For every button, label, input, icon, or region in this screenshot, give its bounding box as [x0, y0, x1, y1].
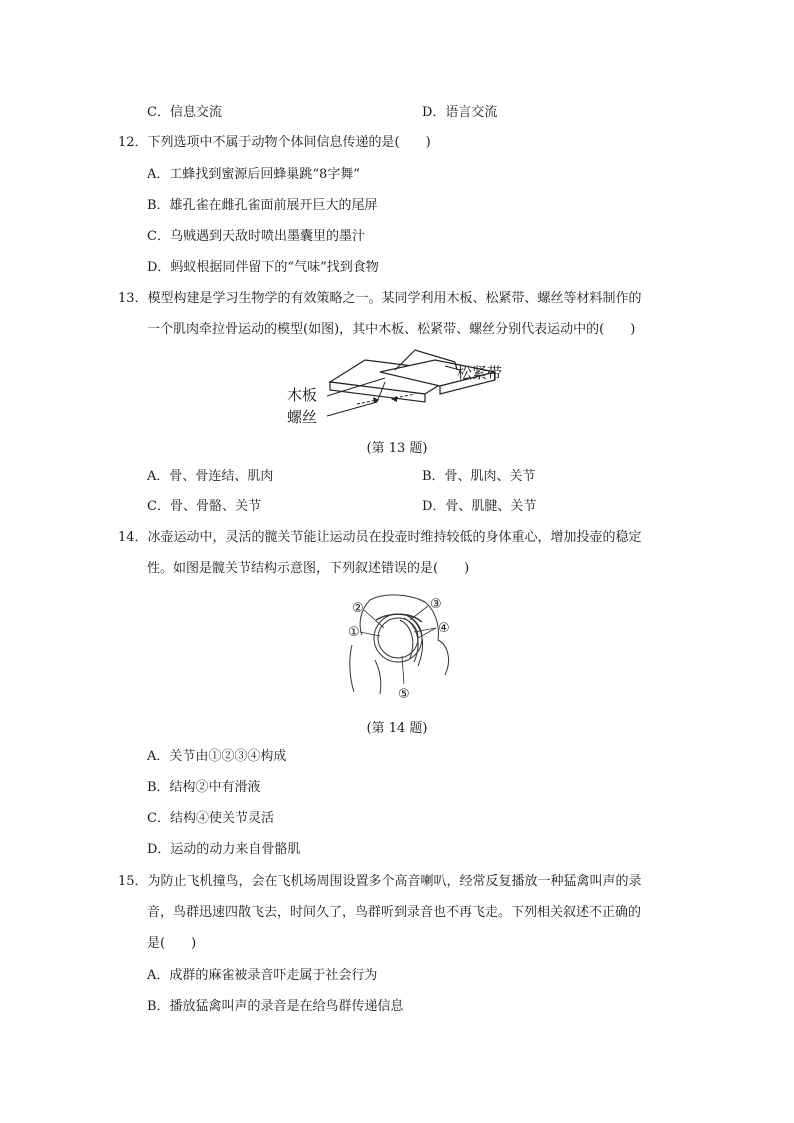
q12-option-c: C．乌贼遇到天敌时喷出墨囊里的墨汁 [147, 229, 365, 244]
q14-stem-line2: 性。如图是髋关节结构示意图，下列叙述错误的是( ) [147, 561, 470, 576]
q11-option-c: C．信息交流 [147, 105, 222, 120]
q12-option-b: B．雄孔雀在雌孔雀面前展开巨大的尾屏 [147, 198, 378, 213]
q15-stem-line2: 音，鸟群迅速四散飞去，时间久了，鸟群听到录音也不再飞走。下列相关叙述不正确的 [147, 905, 642, 920]
q15-stem-line1: 15．为防止飞机撞鸟，会在飞机场周围设置多个高音喇叭，经常反复播放一种猛禽叫声的录 [118, 874, 642, 889]
q13-label-band: 松紧带 [457, 364, 503, 382]
q11-option-d: D．语言交流 [422, 105, 498, 120]
q13-label-screw: 螺丝 [287, 408, 318, 426]
q14-label-3: ③ [430, 597, 442, 612]
q14-label-2: ② [352, 601, 364, 616]
q14-label-1: ① [348, 625, 360, 640]
q14-option-c: C．结构④使关节灵活 [147, 811, 274, 826]
q14-label-5: ⑤ [398, 687, 410, 702]
q14-option-a: A．关节由①②③④构成 [147, 749, 287, 764]
q13-label-board: 木板 [287, 386, 318, 404]
q13-option-a: A．骨、骨连结、肌肉 [147, 469, 274, 484]
q14-caption: (第 14 题) [366, 721, 428, 736]
q14-hip-joint-figure [340, 590, 460, 702]
q13-option-d: D．骨、肌腱、关节 [422, 499, 537, 514]
q13-stem-line2: 一个肌肉牵拉骨运动的模型(如图)，其中木板、松紧带、螺丝分别代表运动中的( ) [147, 322, 636, 337]
q13-stem-line1: 13．模型构建是学习生物学的有效策略之一。某同学利用木板、松紧带、螺丝等材料制作的 [118, 291, 642, 306]
q13-muscle-model-figure [285, 342, 515, 432]
q14-label-4: ④ [438, 621, 450, 636]
q15-option-a: A．成群的麻雀被录音吓走属于社会行为 [147, 968, 378, 983]
q15-stem-line3: 是( ) [147, 936, 197, 951]
q13-caption: (第 13 题) [366, 441, 428, 456]
q13-option-b: B．骨、肌肉、关节 [422, 469, 536, 484]
q15-option-b: B．播放猛禽叫声的录音是在给鸟群传递信息 [147, 999, 404, 1014]
q12-option-a: A．工蜂找到蜜源后回蜂巢跳“8字舞” [147, 167, 360, 182]
q14-option-d: D．运动的动力来自骨骼肌 [147, 842, 301, 857]
q12-stem: 12．下列选项中不属于动物个体间信息传递的是( ) [118, 135, 431, 150]
q13-option-c: C．骨、骨骼、关节 [147, 499, 261, 514]
q14-option-b: B．结构②中有滑液 [147, 780, 261, 795]
q14-stem-line1: 14．冰壶运动中，灵活的髋关节能让运动员在投壶时维持较低的身体重心，增加投壶的稳定 [118, 530, 642, 545]
q12-option-d: D．蚂蚁根据同伴留下的“气味”找到食物 [147, 260, 379, 275]
